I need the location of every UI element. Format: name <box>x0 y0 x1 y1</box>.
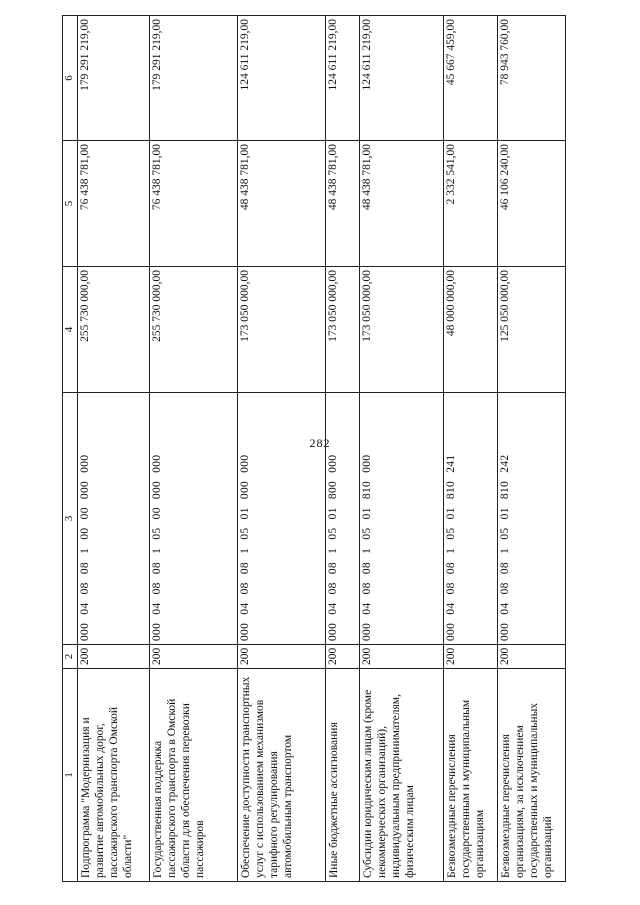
row-name: Государственная поддержка пассажирского транспорта в Омской области для обеспечения перевозки пассажиров <box>150 669 238 882</box>
page-number: 282 <box>309 436 331 450</box>
row-col5: 2 332 541,00 <box>444 141 498 267</box>
row-col5: 48 438 781,00 <box>360 141 444 267</box>
row-col6: 179 291 219,00 <box>150 16 238 141</box>
row-col4: 173 050 000,00 <box>326 267 360 393</box>
row-code <box>150 393 238 645</box>
row-col6: 124 611 219,00 <box>360 16 444 141</box>
row-kind: 200 <box>498 645 566 669</box>
row-col5: 46 106 240,00 <box>498 141 566 267</box>
row-code-text: 000 04 08 08 1 05 01 810 241 <box>445 454 457 641</box>
row-code <box>498 393 566 645</box>
row-col6: 124 611 219,00 <box>326 16 360 141</box>
row-code-text: 000 04 08 08 1 05 01 800 000 <box>327 454 339 641</box>
row-col4: 255 730 000,00 <box>78 267 150 393</box>
row-name: Субсидии юридическим лицам (кроме некоммерческих организаций), индивидуальным предпринимателям, физическим лицам <box>360 669 444 882</box>
table-row <box>444 16 498 882</box>
table-header-row <box>63 16 78 882</box>
table-row <box>238 16 326 882</box>
row-col4: 255 730 000,00 <box>150 267 238 393</box>
row-code <box>326 393 360 645</box>
header-col-1: 1 <box>63 669 78 882</box>
rotated-table-container <box>62 16 554 882</box>
row-code-text: 000 04 08 08 1 05 01 810 000 <box>361 454 373 641</box>
table-row <box>360 16 444 882</box>
row-code-text: 000 04 08 08 1 05 00 000 000 <box>151 454 163 641</box>
row-code <box>444 393 498 645</box>
row-col4: 48 000 000,00 <box>444 267 498 393</box>
row-kind: 200 <box>326 645 360 669</box>
row-kind: 200 <box>444 645 498 669</box>
row-code <box>78 393 150 645</box>
table-row <box>78 16 150 882</box>
row-kind: 200 <box>78 645 150 669</box>
table-row <box>498 16 566 882</box>
header-col-3: 3 <box>63 393 78 645</box>
row-col5: 76 438 781,00 <box>78 141 150 267</box>
budget-table <box>62 15 566 882</box>
row-col4: 125 050 000,00 <box>498 267 566 393</box>
row-name: Обеспечение доступности транспортных услуг с использованием механизмов тарифного регулирования автомобильным транспортом <box>238 669 326 882</box>
row-name: Безвозмездные перечисления организациям, за исключением государственных и муниципальных организаций <box>498 669 566 882</box>
table-row <box>326 16 360 882</box>
row-code-text: 000 04 08 08 1 05 01 810 242 <box>499 454 511 641</box>
row-col5: 48 438 781,00 <box>326 141 360 267</box>
row-col6: 179 291 219,00 <box>78 16 150 141</box>
row-col6: 78 943 760,00 <box>498 16 566 141</box>
header-col-6: 6 <box>63 16 78 141</box>
row-name: Подпрограмма "Модернизация и развитие автомобильных дорог, пассажирского транспорта Омской области" <box>78 669 150 882</box>
row-code-text: 000 04 08 08 1 00 00 000 000 <box>79 454 91 641</box>
header-col-4: 4 <box>63 267 78 393</box>
row-col6: 124 611 219,00 <box>238 16 326 141</box>
row-code-text: 000 04 08 08 1 05 01 000 000 <box>239 454 251 641</box>
row-code <box>238 393 326 645</box>
row-name: Иные бюджетные ассигнования <box>326 669 360 882</box>
row-col5: 76 438 781,00 <box>150 141 238 267</box>
row-col4: 173 050 000,00 <box>238 267 326 393</box>
row-col6: 45 667 459,00 <box>444 16 498 141</box>
row-col5: 48 438 781,00 <box>238 141 326 267</box>
row-name: Безвозмездные перечисления государственным и муниципальным организациям <box>444 669 498 882</box>
row-code <box>360 393 444 645</box>
table-row <box>150 16 238 882</box>
row-kind: 200 <box>238 645 326 669</box>
header-col-2: 2 <box>63 645 78 669</box>
header-col-5: 5 <box>63 141 78 267</box>
row-kind: 200 <box>150 645 238 669</box>
row-kind: 200 <box>360 645 444 669</box>
row-col4: 173 050 000,00 <box>360 267 444 393</box>
